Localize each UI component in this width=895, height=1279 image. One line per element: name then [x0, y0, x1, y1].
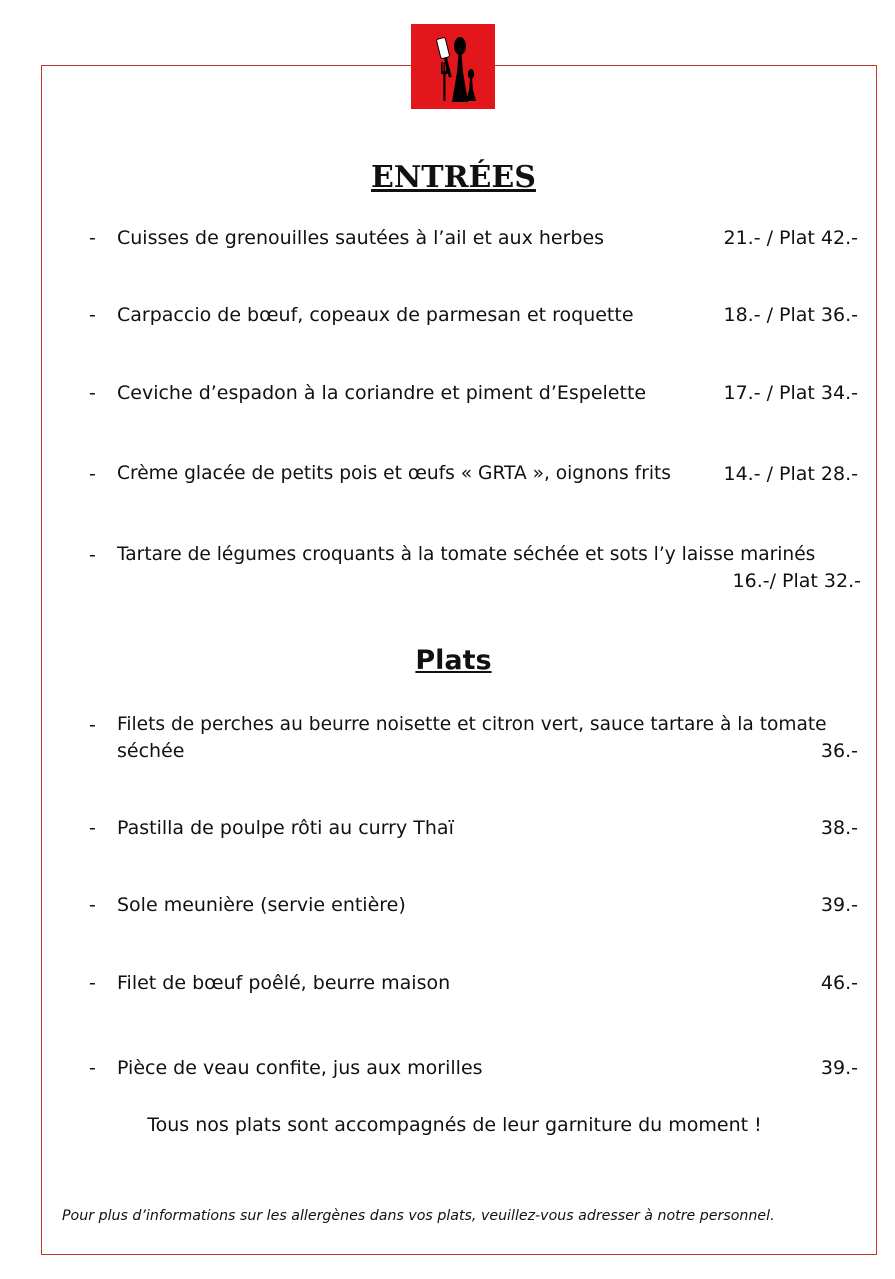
item-name: Cuisses de grenouilles sautées à l’ail et aux herbes: [117, 227, 605, 249]
item-dash: -: [89, 894, 96, 916]
item-name: Carpaccio de bœuf, copeaux de parmesan et roquette: [117, 304, 634, 326]
cutlery-icon: [411, 24, 495, 109]
item-price: 36.-: [820, 740, 858, 762]
restaurant-logo: [411, 24, 495, 109]
item-price: 38.-: [820, 817, 858, 839]
item-price: 16.-/ Plat 32.-: [732, 570, 861, 592]
item-price: 14.- / Plat 28.-: [723, 463, 858, 485]
item-price: 18.- / Plat 36.-: [723, 304, 858, 326]
item-name: Crème glacée de petits pois et œufs « GRTA », oignons frits: [117, 463, 671, 484]
item-dash: -: [89, 1057, 96, 1079]
item-name: Pièce de veau confite, jus aux morilles: [117, 1057, 483, 1079]
item-name: Filet de bœuf poêlé, beurre maison: [117, 972, 451, 994]
item-price: 17.- / Plat 34.-: [723, 382, 858, 404]
item-price: 39.-: [820, 1057, 858, 1079]
item-dash: -: [89, 544, 96, 566]
item-dash: -: [89, 463, 96, 485]
allergen-notice: Pour plus d’informations sur les allergènes dans vos plats, veuillez-vous adresser à notre personnel.: [62, 1208, 775, 1224]
item-dash: -: [89, 714, 96, 736]
item-dash: -: [89, 304, 96, 326]
item-name-continued: séchée: [117, 740, 185, 762]
item-dash: -: [89, 227, 96, 249]
menu-item: [0, 712, 895, 772]
item-price: 39.-: [820, 894, 858, 916]
garnish-note: Tous nos plats sont accompagnés de leur garniture du moment !: [147, 1114, 762, 1136]
item-name: Tartare de légumes croquants à la tomate séchée et sots l’y laisse marinés: [117, 544, 816, 565]
item-price: 46.-: [820, 972, 858, 994]
item-name: Sole meunière (servie entière): [117, 894, 406, 916]
item-dash: -: [89, 972, 96, 994]
item-dash: -: [89, 382, 96, 404]
item-dash: -: [89, 817, 96, 839]
menu-item: [0, 542, 895, 602]
item-price: 21.- / Plat 42.-: [723, 227, 858, 249]
item-name: Ceviche d’espadon à la coriandre et piment d’Espelette: [117, 382, 647, 404]
section-title-entrees: ENTRÉES: [371, 160, 536, 195]
section-title-plats: Plats: [415, 645, 492, 676]
item-name: Pastilla de poulpe rôti au curry Thaï: [117, 817, 454, 839]
item-name: Filets de perches au beurre noisette et citron vert, sauce tartare à la tomate: [117, 714, 827, 735]
